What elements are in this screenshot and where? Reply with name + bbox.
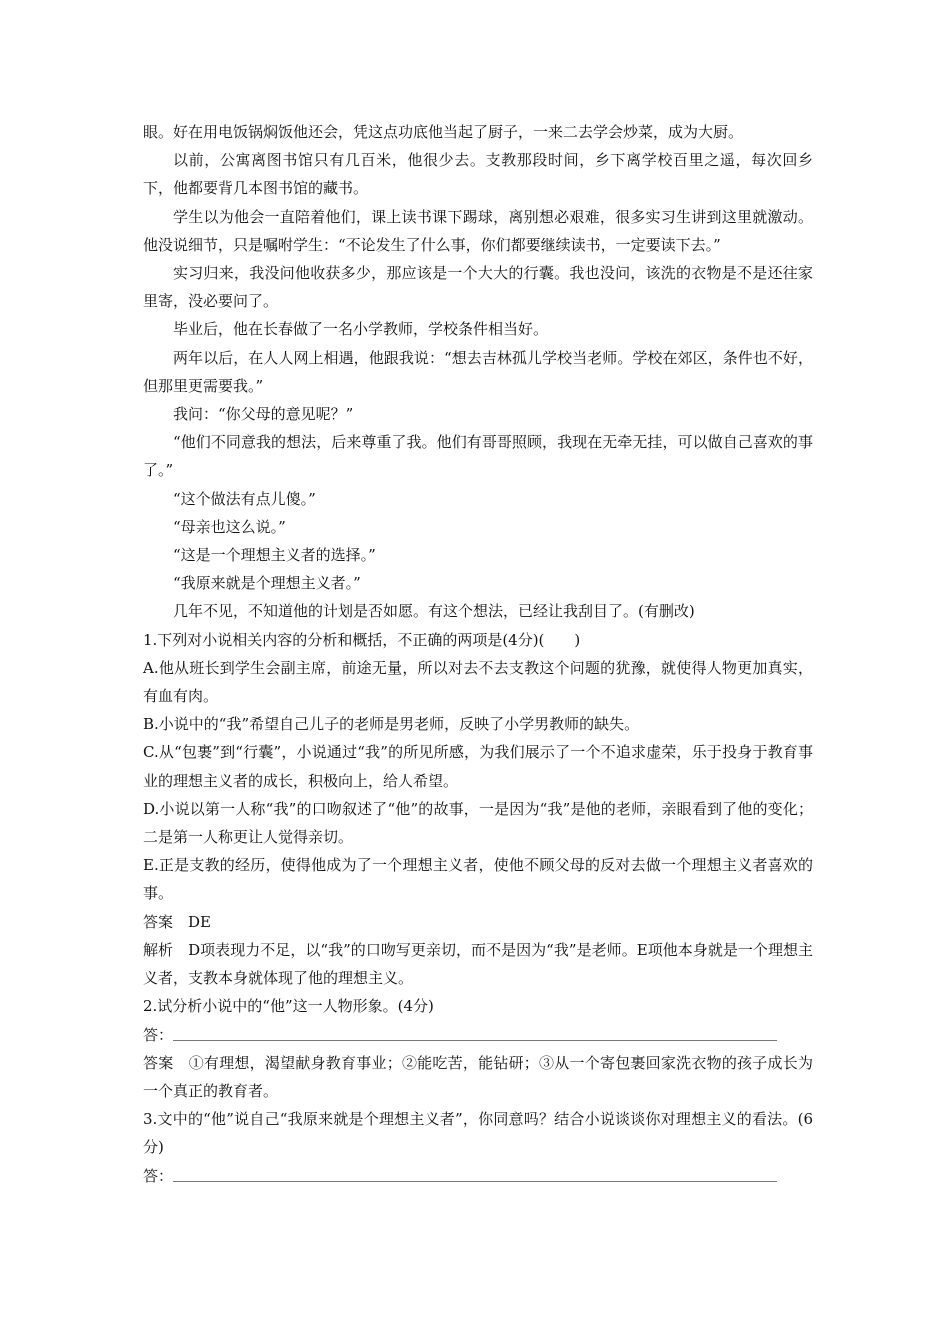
story-paragraph: 眼。好在用电饭锅焖饭他还会，凭这点功底他当起了厨子，一来二去学会炒菜，成为大厨。 (143, 123, 744, 141)
question-1-analysis: 解析 D项表现力不足，以“我”的口吻写更亲切，而不是因为“我”是老师。E项他本身就是一个理想主义者，支教本身就体现了他的理想主义。 (143, 940, 813, 988)
question-3-answer-label: 答： (143, 1166, 174, 1185)
question-1-stem: 1.下列对小说相关内容的分析和概括，不正确的两项是(4分)( ) (143, 630, 581, 649)
story-paragraph: 学生以为他会一直陪着他们，课上读书课下踢球，离别想必艰难，很多实习生讲到这里就激动。他没说细节，只是嘱咐学生：“不论发生了什么事，你们都要继续读书，一定要读下去。” (143, 207, 813, 254)
question-1-option-c: C.从“包裹”到“行囊”，小说通过“我”的所见所感，为我们展示了一个不追求虚荣，乐于投身于教育事业的理想主义者的成长，积极向上，给人希望。 (143, 743, 813, 790)
question-1-option-e: E.正是支教的经历，使得他成为了一个理想主义者，使他不顾父母的反对去做一个理想主义者喜欢的事。 (143, 856, 813, 903)
story-paragraph: “这个做法有点儿傻。” (173, 489, 316, 508)
story-paragraph: 毕业后，他在长春做了一名小学教师，学校条件相当好。 (173, 320, 549, 339)
story-paragraph: 实习归来，我没问他收获多少，那应该是一个大大的行囊。我也没问，该洗的衣物是不是还往家里寄，没必要问了。 (143, 264, 813, 311)
story-paragraph: 我问：“你父母的意见呢？” (173, 405, 354, 424)
question-2-answer: 答案 ①有理想，渴望献身教育事业；②能吃苦，能钻研；③从一个寄包裹回家洗衣物的孩子成长为一个真正的教育者。 (143, 1053, 813, 1100)
story-paragraph: “我原来就是个理想主义者。” (173, 574, 361, 593)
answer-blank-rule[interactable] (173, 1181, 777, 1182)
question-3-stem: 3.文中的“他”说自己“我原来就是个理想主义者”，你同意吗？结合小说谈谈你对理想主义的看法。(6分) (143, 1110, 813, 1157)
question-1-answer: 答案 DE (143, 912, 211, 931)
story-paragraph: “这是一个理想主义者的选择。” (173, 546, 376, 565)
story-paragraph: 两年以后，在人人网上相遇，他跟我说：“想去吉林孤儿学校当老师。学校在郊区，条件也不好，但那里更需要我。” (143, 348, 813, 395)
question-1-option-b: B.小说中的“我”希望自己儿子的老师是男老师，反映了小学男教师的缺失。 (143, 715, 640, 734)
question-2-stem: 2.试分析小说中的“他”这一人物形象。(4分) (143, 997, 434, 1016)
story-paragraph: 几年不见，不知道他的计划是否如愿。有这个想法，已经让我刮目了。(有删改) (173, 602, 695, 621)
story-paragraph: 以前，公寓离图书馆只有几百米，他很少去。支教那段时间，乡下离学校百里之遥，每次回乡下，他都要背几本图书馆的藏书。 (143, 151, 813, 198)
story-paragraph: “他们不同意我的想法，后来尊重了我。他们有哥哥照顾，我现在无牵无挂，可以做自己喜欢的事了。” (143, 433, 813, 480)
answer-blank-rule[interactable] (173, 1040, 777, 1041)
question-1-option-d: D.小说以第一人称“我”的口吻叙述了“他”的故事，一是因为“我”是他的老师，亲眼看到了他的变化；二是第一人称更让人觉得亲切。 (143, 799, 813, 847)
story-paragraph: “母亲也这么说。” (173, 517, 286, 536)
document-page (143, 118, 813, 1190)
question-3-answer-line (143, 1162, 813, 1190)
question-2-answer-line (143, 1021, 813, 1049)
question-2-answer-label: 答： (143, 1025, 174, 1044)
question-1-option-a: A.他从班长到学生会副主席，前途无量，所以对去不去支教这个问题的犹豫，就使得人物更加真实，有血有肉。 (143, 658, 813, 706)
